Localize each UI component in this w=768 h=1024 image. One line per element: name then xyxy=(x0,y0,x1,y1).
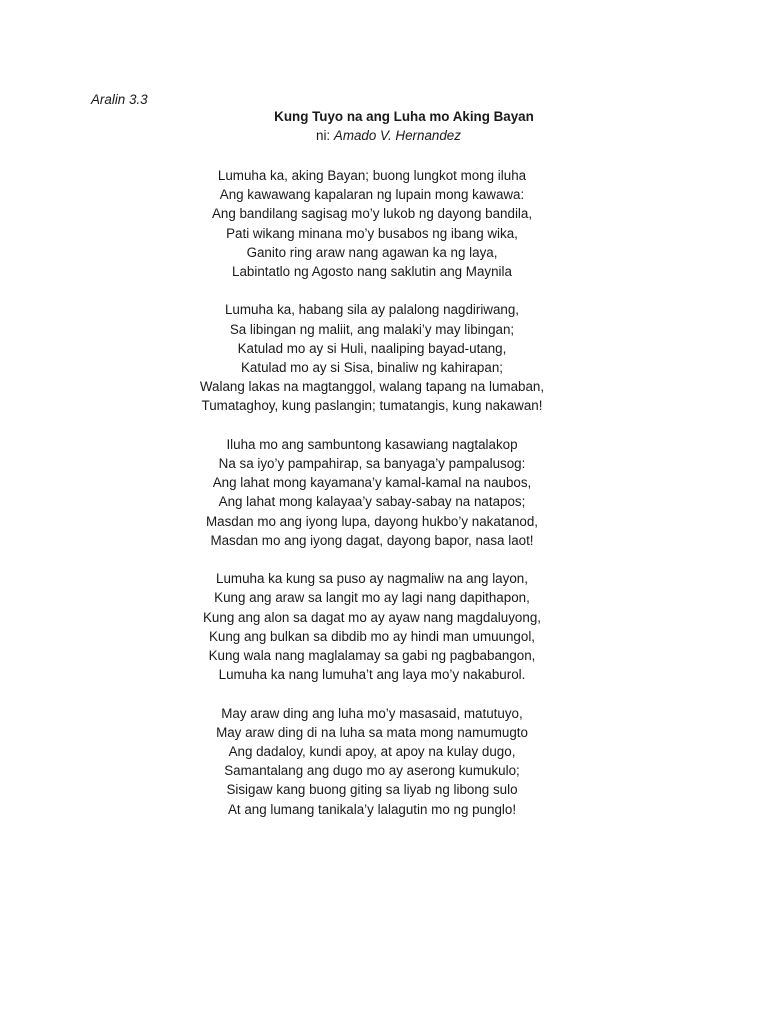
poem-line: Walang lakas na magtanggol, walang tapang na lumaban, xyxy=(199,379,545,395)
stanza-2 xyxy=(0,300,744,415)
poem-line: Kung ang araw sa langit mo ay lagi nang dapithapon, xyxy=(214,590,530,606)
stanza-4 xyxy=(0,569,744,684)
poem-line: Ganito ring araw nang agawan ka ng laya, xyxy=(246,244,498,260)
poem-line: Ang lahat mong kayamana’y kamal-kamal na naubos, xyxy=(212,475,532,491)
poem-line: Masdan mo ang iyong dagat, dayong bapor, nasa laot! xyxy=(210,532,534,548)
poem-line: Lumuha ka kung sa puso ay nagmaliw na ang layon, xyxy=(216,571,528,587)
poem-line: Ang bandilang sagisag mo’y lukob ng dayong bandila, xyxy=(211,206,533,222)
poem-line: Pati wikang minana mo’y busabos ng ibang wika, xyxy=(226,225,518,241)
poem-line: Na sa iyo’y pampahirap, sa banyaga’y pampalusog: xyxy=(218,456,526,472)
author-name: Amado V. Hernandez xyxy=(333,128,461,143)
lesson-label: Aralin 3.3 xyxy=(91,92,148,107)
stanza-1 xyxy=(0,166,744,281)
poem-line: Ang kawawang kapalaran ng lupain mong kawawa: xyxy=(219,187,525,203)
poem-line: Masdan mo ang iyong lupa, dayong hukbo’y nakatanod, xyxy=(205,513,539,529)
poem-line: Samantalang ang dugo mo ay aserong kumukulo; xyxy=(224,763,520,779)
poem-line: Kung wala nang maglalamay sa gabi ng pagbabangon, xyxy=(208,648,536,664)
byline xyxy=(316,128,461,143)
poem-line: Lumuha ka, aking Bayan; buong lungkot mong iluha xyxy=(217,168,527,183)
poem-line: Ang dadaloy, kundi apoy, at apoy na kulay dugo, xyxy=(228,744,516,760)
poem-line: Sisigaw kang buong giting sa liyab ng libong sulo xyxy=(226,782,518,798)
poem-line: Katulad mo ay si Sisa, binaliw ng kahirapan; xyxy=(240,360,503,376)
poem-line: Kung ang alon sa dagat mo ay ayaw nang magdaluyong, xyxy=(203,609,541,625)
poem-line: May araw ding di na luha sa mata mong namumugto xyxy=(216,724,528,740)
poem-line: Labintatlo ng Agosto nang saklutin ang Maynila xyxy=(232,264,512,280)
poem-line: Kung ang bulkan sa dibdib mo ay hindi man umuungol, xyxy=(208,628,536,644)
poem-body xyxy=(0,166,744,838)
poem-line: Tumataghoy, kung paslangin; tumatangis, kung nakawan! xyxy=(201,398,543,414)
stanza-5 xyxy=(0,704,744,819)
poem-line: Ang lahat mong kalayaa’y sabay-sabay na natapos; xyxy=(218,494,526,510)
poem-line: Lumuha ka nang lumuha’t ang laya mo’y nakaburol. xyxy=(218,667,526,683)
poem-line: Iluha mo ang sambuntong kasawiang nagtalakop xyxy=(226,436,518,452)
poem-line: Katulad mo ay si Huli, naaliping bayad-utang, xyxy=(237,340,507,356)
byline-prefix: ni: xyxy=(316,128,331,143)
poem-title: Kung Tuyo na ang Luha mo Aking Bayan xyxy=(274,109,534,124)
poem-line: Sa libingan ng maliit, ang malaki’y may libingan; xyxy=(229,321,515,337)
poem-line: May araw ding ang luha mo’y masasaid, matutuyo, xyxy=(221,705,523,721)
poem-line: At ang lumang tanikala’y lalagutin mo ng punglo! xyxy=(227,801,517,817)
poem-line: Lumuha ka, habang sila ay palalong nagdiriwang, xyxy=(224,302,520,318)
stanza-3 xyxy=(0,435,744,550)
